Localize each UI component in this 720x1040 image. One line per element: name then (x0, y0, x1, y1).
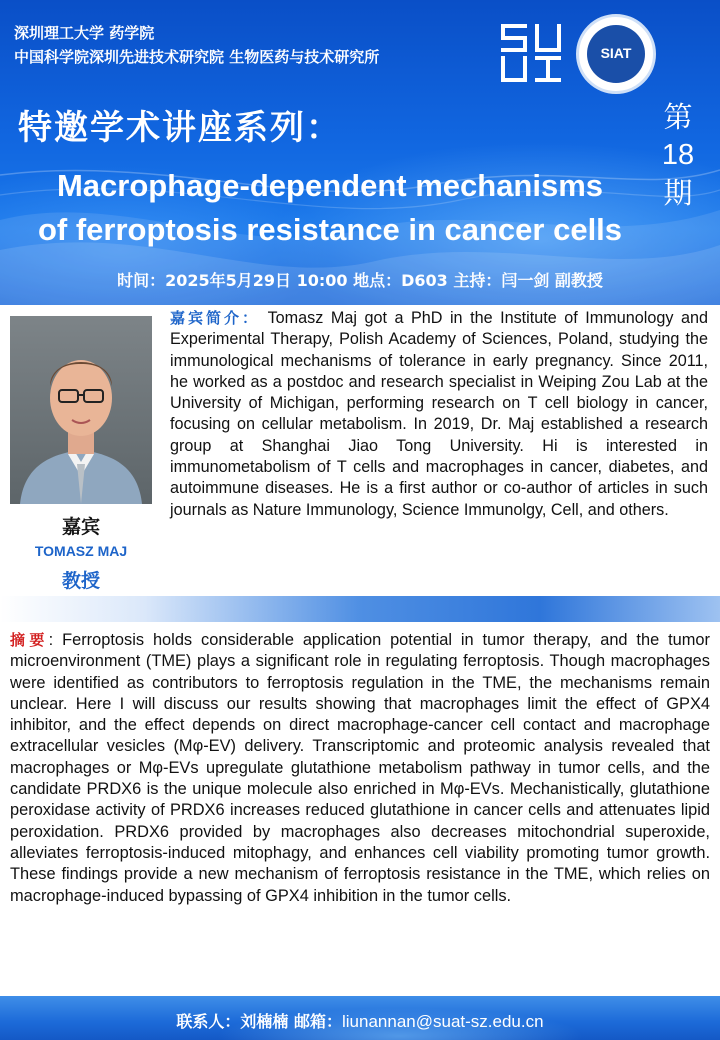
speaker-portrait-image (10, 316, 152, 504)
issue-number (659, 98, 697, 212)
speaker-name: TOMASZ MAJ (34, 543, 128, 559)
suat-logo (497, 18, 567, 86)
speaker-title: 教授 (61, 570, 100, 592)
speaker-role: 嘉宾 (61, 516, 100, 538)
poster-footer (0, 996, 720, 1040)
bio-text: Tomasz Maj got a PhD in the Institute of Immunology and Experimental Therapy, Polish Academy of Sciences, Poland, studying the immunological mechanisms of tolerance in early pregnancy. Since 2011, he worked as a postdoc and research specialist in Weiping Zou Lab at the University of Michigan, performing research on T cell biology in cancer, focusing on cellular metabolism. In 2019, Dr. Maj established a research group at Shanghai Jiao Tong University. Hi is interested in immunometabolism of T cells and macrophages in cancer, diabetes, and autoimmune diseases. He is a first author or co-author of articles in such journals as Nature Immunology, Science Immunolgy, Cell, and others. (170, 309, 708, 519)
issue-prefix: 第 (663, 100, 693, 134)
speaker-bio (170, 308, 708, 521)
contact-info (0, 1009, 720, 1032)
speaker-portrait (10, 316, 152, 504)
contact-email[interactable]: liunannan@suat-sz.edu.cn (342, 1012, 544, 1031)
issue-suffix: 期 (663, 176, 693, 210)
siat-logo-text: SIAT (600, 45, 632, 61)
abstract (10, 630, 710, 907)
siat-logo-emblem (587, 25, 645, 83)
talk-title (10, 164, 650, 252)
abstract-label: 摘要 (10, 631, 49, 649)
event-info: 时间：2025年5月29日 10:00 地点：D603 主持：闫一剑 副教授 (117, 271, 603, 290)
talk-title-line-1: Macrophage-dependent mechanisms (56, 168, 604, 203)
section-divider (0, 596, 720, 622)
contact-label: 联系人：刘楠楠 邮箱： (176, 1012, 342, 1031)
issue-value: 18 (661, 139, 695, 171)
org-line-1: 深圳理工大学 药学院 (14, 24, 155, 42)
siat-logo (576, 14, 656, 94)
talk-title-line-2: of ferroptosis resistance in cancer cells (37, 212, 623, 247)
series-title: 特邀学术讲座系列： (18, 108, 342, 148)
org-line-2: 中国科学院深圳先进技术研究院 生物医药与技术研究所 (14, 48, 380, 66)
abstract-text: : Ferroptosis holds considerable application potential in tumor therapy, and the tumor microenvironment (TME) plays a significant role in regulating ferroptosis. Though macrophages were identified as contributors to ferroptosis regulation in the TME, the mechanisms remain unclear. Here I will discuss our results showing that macrophages limit the effect of GPX4 inhibitor, and the effect depends on direct macrophage-cancer cell contact and macrophage extracellular vesicles (Mφ-EV) delivery. Transcriptomic and proteomic analysis revealed that macrophages or Mφ-EVs upregulate glutathione metabolism pathway in tumor cells, and the candidate PRDX6 is the unique molecule also enriched in Mφ-EVs. Mechanistically, glutathione peroxidase activity of PRDX6 increases reduced glutathione in cancer cells and attenuates lipid peroxidation. PRDX6 provided by macrophages also decreases mitochondrial superoxide, alleviates ferroptosis-induced mitophagy, and enhances cell viability promoting tumor growth. These findings provide a new mechanism of ferroptosis resistance in the TME, which relies on macrophage-induced bypassing of GPX4 inhibition in the tumor cells. (10, 631, 710, 905)
bio-label: 嘉宾简介： (170, 309, 261, 327)
poster-header (0, 0, 720, 305)
